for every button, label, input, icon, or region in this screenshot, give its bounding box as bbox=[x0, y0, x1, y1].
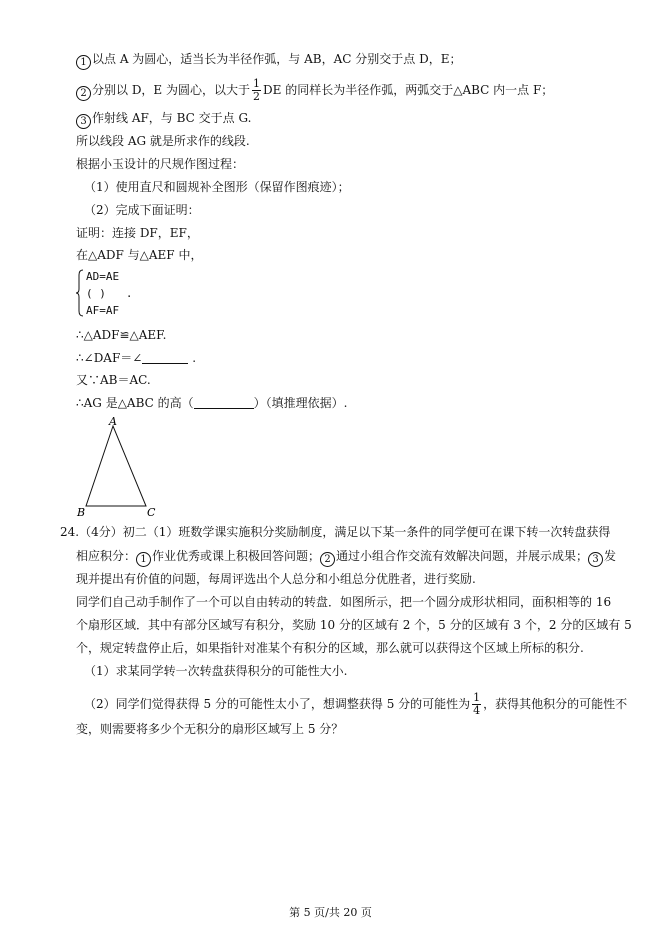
circled-number: 3 bbox=[76, 114, 91, 129]
problem-24-line-5: 个扇形区域．其中有部分区域写有积分，奖励 10 分的区域有 2 个，5 分的区域有 3 个，2 分的区域有 5 bbox=[76, 618, 632, 632]
problem-24-question-2 bbox=[84, 692, 627, 717]
fraction-half bbox=[252, 78, 261, 103]
reason-blank bbox=[194, 396, 254, 409]
triangle-abc bbox=[86, 426, 146, 506]
page-footer: 第 5 页/共 20 页 bbox=[289, 906, 372, 919]
step-2-text-pre: 分别以 D，E 为圆心，以大于 bbox=[92, 83, 251, 97]
congruent-statement: ∴△ADF≌△AEF. bbox=[76, 328, 167, 342]
step-1-text: 以点 A 为圆心，适当长为半径作弧，与 AB，AC 分别交于点 D，E； bbox=[92, 52, 462, 66]
fraction-quarter bbox=[472, 692, 481, 717]
conclusion: 所以线段 AG 就是所求作的线段. bbox=[76, 134, 250, 148]
triangle-figure bbox=[76, 414, 166, 518]
also-statement: 又∵AB＝AC. bbox=[76, 373, 151, 387]
angle-pre: ∴∠DAF＝∠ bbox=[76, 351, 143, 365]
system-line-1: AD=AE bbox=[86, 270, 120, 283]
step-2 bbox=[76, 78, 553, 103]
altitude-pre: ∴AG 是△ABC 的高（ bbox=[76, 396, 194, 410]
question-1: （1）使用直尺和圆规补全图形（保留作图痕迹）； bbox=[84, 180, 350, 194]
step-3 bbox=[76, 110, 251, 129]
q2-post: ，获得其他积分的可能性不 bbox=[483, 697, 628, 711]
circled-number: 1 bbox=[136, 552, 151, 567]
frac-den: 4 bbox=[473, 704, 481, 717]
step-2-text-post: DE 的同样长为半径作弧，两弧交于△ABC 内一点 F； bbox=[263, 83, 554, 97]
line2-b: 作业优秀或课上积极回答问题； bbox=[152, 549, 321, 563]
frac-den: 2 bbox=[253, 90, 261, 103]
angle-post: . bbox=[192, 351, 197, 365]
system-line-2 bbox=[86, 287, 133, 301]
in-triangles: 在△ADF 与△AEF 中， bbox=[76, 248, 203, 262]
altitude-statement bbox=[76, 395, 347, 411]
problem-24-line-1: 24.（4分）初二（1）班数学课实施积分奖励制度，满足以下某一条件的同学便可在课下转一次转盘获得 bbox=[60, 525, 611, 539]
left-brace bbox=[76, 269, 84, 317]
frac-num: 1 bbox=[253, 77, 261, 90]
prompt: 根据小玉设计的尺规作图过程： bbox=[76, 157, 245, 171]
circled-number: 2 bbox=[320, 552, 335, 567]
q2-pre: （2）同学们觉得获得 5 分的可能性太小了，想调整获得 5 分的可能性为 bbox=[84, 697, 471, 711]
line2-c: 通过小组合作交流有效解决问题，并展示成果； bbox=[336, 549, 589, 563]
problem-24-line-2 bbox=[76, 548, 616, 567]
frac-num: 1 bbox=[473, 691, 481, 704]
step-3-text: 作射线 AF，与 BC 交于点 G. bbox=[92, 111, 252, 125]
circled-number: 3 bbox=[588, 552, 603, 567]
problem-24-line-3: 现并提出有价值的问题，每周评选出个人总分和小组总分优胜者，进行奖励. bbox=[76, 572, 476, 586]
angle-statement bbox=[76, 350, 196, 366]
vertex-a: A bbox=[109, 415, 117, 428]
problem-24-question-1: （1）求某同学转一次转盘获得积分的可能性大小. bbox=[84, 664, 348, 678]
circled-number: 2 bbox=[76, 86, 91, 101]
system-line-3: AF=AF bbox=[86, 304, 120, 317]
line2-d: 发 bbox=[604, 549, 617, 563]
angle-blank bbox=[142, 351, 188, 364]
step-1 bbox=[76, 51, 461, 70]
problem-24-question-2-line-2: 变，则需要将多少个无积分的扇形区域写上 5 分？ bbox=[76, 722, 344, 736]
altitude-post: ）（填推理依据）. bbox=[253, 396, 348, 410]
vertex-c: C bbox=[147, 506, 156, 518]
problem-24-line-6: 个，规定转盘停止后，如果指针对准某个有积分的区域，那么就可以获得这个区域上所标的积分. bbox=[76, 641, 584, 655]
system-line-2-text: ( ) bbox=[86, 287, 106, 300]
proof-start: 证明：连接 DF，EF， bbox=[76, 226, 199, 240]
line2-a: 相应积分： bbox=[76, 549, 137, 563]
vertex-b: B bbox=[77, 506, 86, 518]
system-line-2-tail: . bbox=[125, 287, 133, 300]
circled-number: 1 bbox=[76, 55, 91, 70]
problem-24-line-4: 同学们自己动手制作了一个可以自由转动的转盘．如图所示，把一个圆分成形状相同，面积相等的 16 bbox=[76, 595, 612, 609]
question-2: （2）完成下面证明： bbox=[84, 203, 200, 217]
